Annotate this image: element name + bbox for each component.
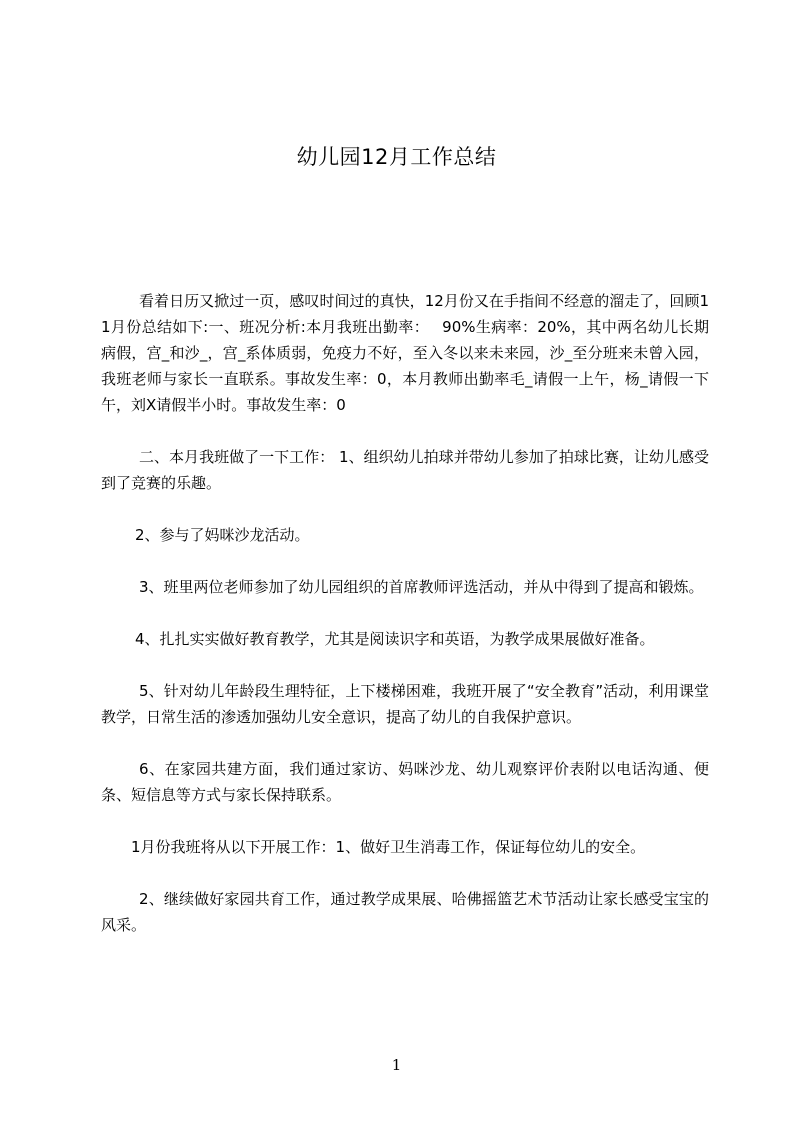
paragraph-item-3: 3、班里两位老师参加了幼儿园组织的首席教师评选活动，并从中得到了提高和锻炼。 — [139, 578, 704, 596]
paragraph-section-two: 二、本月我班做了一下工作： 1、组织幼儿拍球并带幼儿参加了拍球比赛，让幼儿感受到了竞赛的乐趣。 — [101, 448, 709, 492]
paragraph-item-4: 4、扎扎实实做好教育教学，尤其是阅读识字和英语，为教学成果展做好准备。 — [135, 630, 655, 648]
document-body — [101, 288, 709, 964]
page-number: 1 — [391, 1056, 402, 1074]
paragraph-plan-item-2: 2、继续做好家园共育工作，通过教学成果展、哈佛摇篮艺术节活动让家长感受宝宝的风采。 — [101, 890, 709, 934]
paragraph-item-5: 5、针对幼儿年龄段生理特征，上下楼梯困难，我班开展了“安全教育”活动，利用课堂教学，日常生活的渗透加强幼儿安全意识，提高了幼儿的自我保护意识。 — [101, 682, 709, 726]
page-title: 幼儿园12月工作总结 — [296, 145, 497, 169]
paragraph-january-plan: 1月份我班将从以下开展工作：1、做好卫生消毒工作，保证每位幼儿的安全。 — [131, 838, 646, 856]
paragraph-item-2: 2、参与了妈咪沙龙活动。 — [135, 526, 310, 544]
paragraph-item-6: 6、在家园共建方面，我们通过家访、妈咪沙龙、幼儿观察评价表附以电话沟通、便条、短信息等方式与家长保持联系。 — [101, 760, 709, 804]
paragraph-intro: 看着日历又掀过一页，感叹时间过的真快，12月份又在手指间不经意的溜走了，回顾11月份总结如下:一、班况分析:本月我班出勤率： 90%生病率：20%，其中两名幼儿长期病假，宫_和沙_，宫_系体质弱，免疫力不好，至入冬以来未来园，沙_至分班来未曾入园，我班老师与家长一直联系。事故发生率：0，本月教师出勤率毛_请假一上午，杨_请假一下午，刘X请假半小时。事故发生率：0 — [101, 292, 709, 414]
